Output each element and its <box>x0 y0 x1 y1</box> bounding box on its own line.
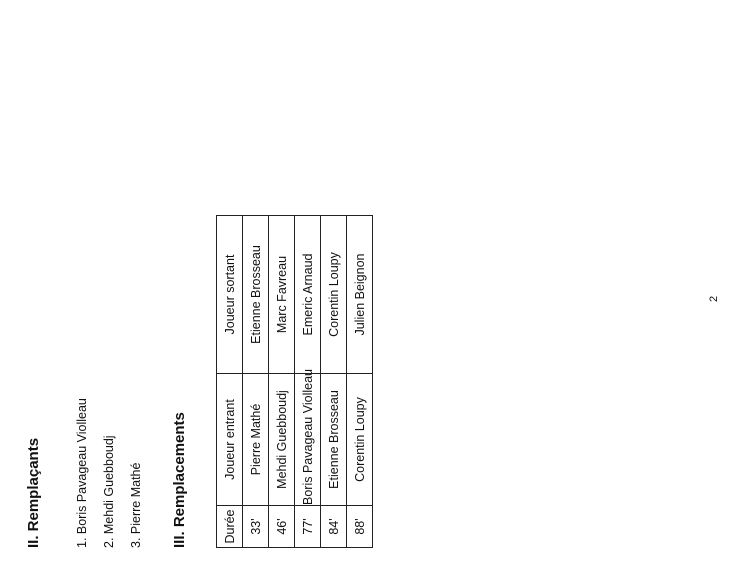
cell-joueur-entrant: Mehdi Guebboudj <box>269 374 295 506</box>
cell-joueur-entrant: Corentin Loupy <box>347 374 373 506</box>
table-row <box>269 216 295 548</box>
section-heading-remplacants: II. Remplaçants <box>25 437 42 548</box>
page-number: 2 <box>708 295 720 302</box>
header-joueur-entrant: Joueur entrant <box>217 374 243 506</box>
table-header-row <box>217 216 243 548</box>
list-item: 1. Boris Pavageau Violleau <box>75 398 89 548</box>
cell-duree: 88' <box>347 506 373 548</box>
cell-joueur-entrant: Pierre Mathé <box>243 374 269 506</box>
cell-duree: 33' <box>243 506 269 548</box>
cell-duree: 84' <box>321 506 347 548</box>
cell-duree: 77' <box>295 506 321 548</box>
cell-joueur-entrant: Etienne Brosseau <box>321 374 347 506</box>
header-joueur-sortant: Joueur sortant <box>217 216 243 374</box>
table-row <box>295 216 321 548</box>
cell-duree: 46' <box>269 506 295 548</box>
cell-joueur-sortant: Julien Beignon <box>347 216 373 374</box>
cell-joueur-sortant: Marc Favreau <box>269 216 295 374</box>
list-item: 2. Mehdi Guebboudj <box>102 435 116 548</box>
substitutes-list <box>74 398 155 548</box>
table-row <box>321 216 347 548</box>
cell-joueur-sortant: Corentin Loupy <box>321 216 347 374</box>
cell-joueur-sortant: Etienne Brosseau <box>243 216 269 374</box>
header-duree: Durée <box>217 506 243 548</box>
cell-joueur-sortant: Emeric Arnaud <box>295 216 321 374</box>
substitutions-table <box>216 215 373 548</box>
table-row <box>347 216 373 548</box>
table-row <box>243 216 269 548</box>
section-heading-remplacements: III. Remplacements <box>171 412 188 548</box>
list-item: 3. Pierre Mathé <box>129 462 143 548</box>
cell-joueur-entrant: Boris Pavageau Violleau <box>295 374 321 506</box>
